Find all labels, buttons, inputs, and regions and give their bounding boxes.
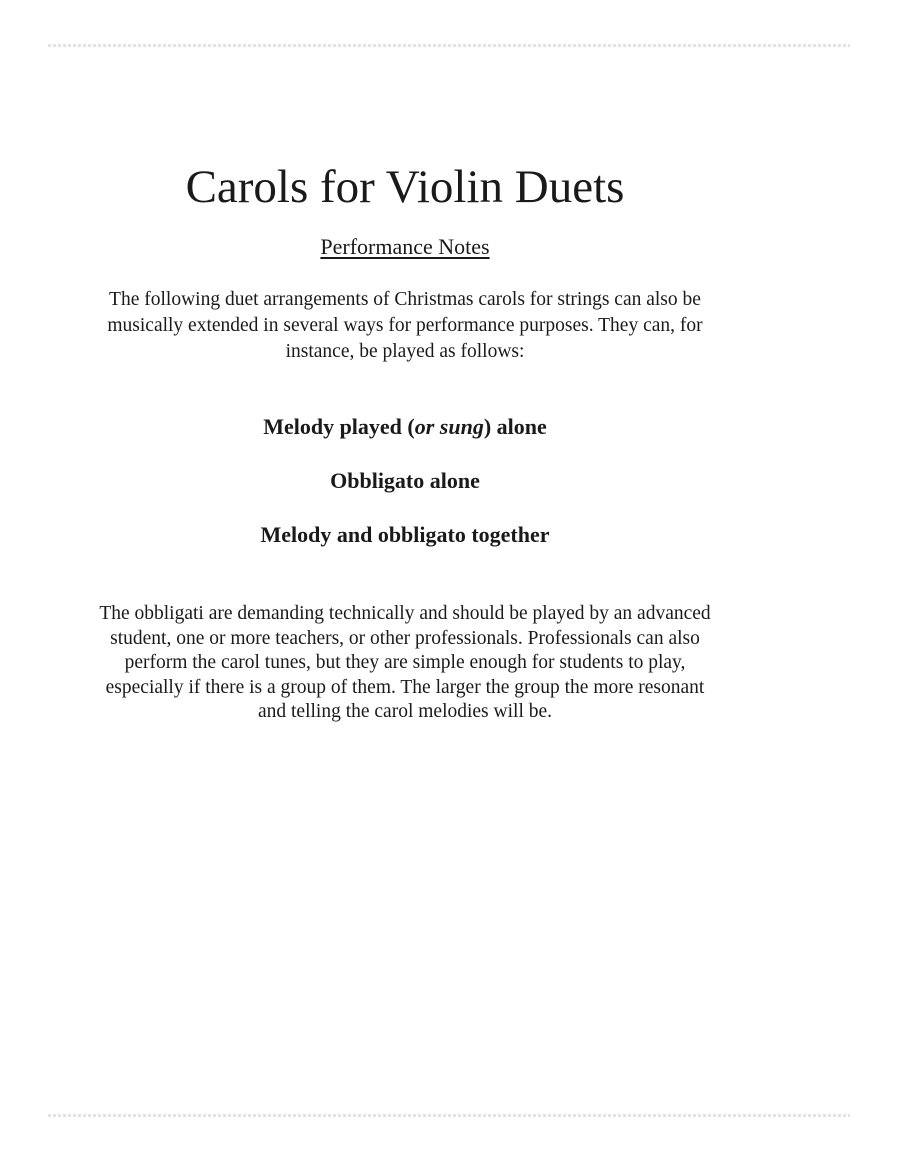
intro-paragraph: The following duet arrangements of Christmas carols for strings can also be musically extended in several ways for performance purposes. They can, for instance, be played as follows: bbox=[107, 289, 703, 362]
option-obbligato-alone: Obbligato alone bbox=[330, 468, 480, 493]
notes-paragraph: The obbligati are demanding technically and should be played by an advanced student, one or more teachers, or other professionals. Professionals can also perform the carol tunes, but they are simple enough for students to play, especially if there is a group of them. The larger the group the more resonant and telling the carol melodies will be. bbox=[99, 603, 711, 722]
document-title: Carols for Violin Duets bbox=[185, 161, 625, 213]
option-melody-alone bbox=[0, 414, 810, 440]
bottom-border-line bbox=[48, 1114, 850, 1117]
option-melody-and-obbligato: Melody and obbligato together bbox=[260, 522, 550, 547]
option-melody-text-italic: or sung bbox=[414, 414, 484, 439]
section-heading: Performance Notes bbox=[320, 234, 490, 259]
option-melody-text-end: ) alone bbox=[483, 414, 547, 439]
top-border-line bbox=[48, 44, 850, 47]
option-melody-text-start: Melody played ( bbox=[263, 414, 415, 439]
